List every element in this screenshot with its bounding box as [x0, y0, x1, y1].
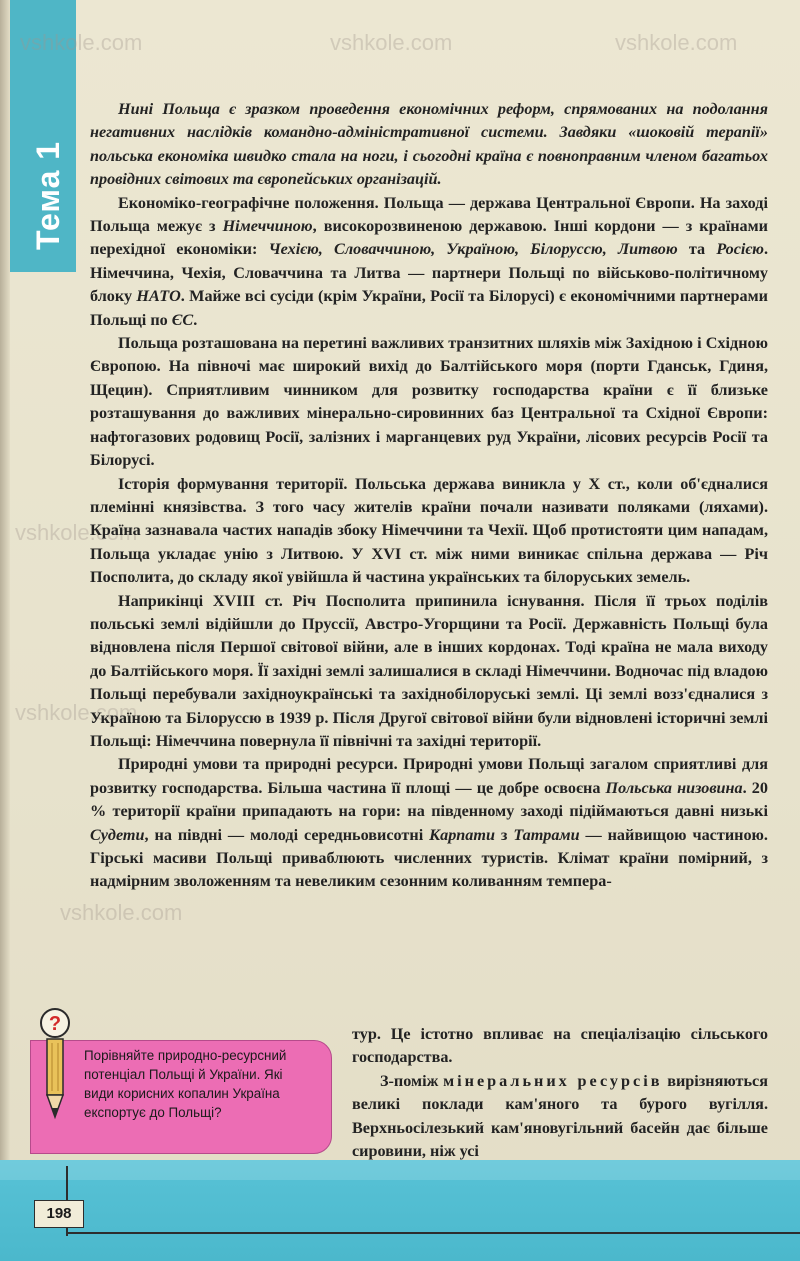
intro-paragraph: Нині Польща є зразком проведення економічних реформ, спрямованих на подолання негативних наслідків командно-адміністративної системи. Завдяки «шоковій терапії» польська економіка швидко стала на ноги, і сьогодні країна є повноправним членом багатьох провідних світових та європейських організацій.: [90, 100, 768, 189]
text-run: Польська держава виникла у X ст., коли об'єдналися племінні князівства. З того часу жителів країни почали називати поляками (ляхами). Країна зазнавала частих нападів збоку Німеччини та Чехії. Щоб протистояти цим нападам, Польща укладає унію з Литвою. У XVI ст. між ними виникає спільна держава — Річ Посполита, до складу якої увійшла й частина українських та білоруських земель.: [90, 474, 769, 587]
section-heading: Природні умови та природні ресурси.: [118, 755, 398, 774]
pencil-question-icon: [30, 1005, 80, 1125]
paragraph-history-2: Наприкінці XVIII ст. Річ Посполита припинила існування. Після її трьох поділів польські землі відійшли до Пруссії, Австро-Угорщини та Росії. Державність Польщі була відновлена після Першої світової війни, але в інших кордонах. Тоді країна не мала виходу до Балтійського моря. Її західні землі залишалися в складі Німеччини. Водночас під владою Польщі перебували західноукраїнські та західнобілоруські землі. Ці землі возз'єдналися з Україною та Білоруссю в 1939 р. Після Другої світової війни були відновлені історичні землі Польщі: Німеччина повернула її північні та західні території.: [90, 591, 768, 750]
term-neighbors: Чехією, Словаччиною, Україною, Білоруссю, Литвою: [268, 240, 678, 259]
term-germany: Німеччиною: [222, 217, 313, 236]
watermark: vshkole.com: [20, 30, 143, 55]
text-run: — найвищою частиною. Гірські масиви Польщі приваблюють численних туристів. Клімат країни помірний, з надмірним зволоженням та невеликим сезонним коливанням темпера-: [90, 825, 768, 891]
text-run: . Німеччина, Чехія, Словаччина та Литва — партнери Польщі по військово-політичному блоку: [90, 240, 768, 306]
term-basin: Верхньосілезький кам'яновугільний басейн: [352, 1118, 680, 1137]
text-run: З-поміж: [380, 1071, 444, 1090]
theme-label: Тема 1: [30, 140, 66, 250]
text-run: з: [494, 825, 514, 844]
section-heading: Історія формування території.: [118, 474, 348, 493]
term-lowland: Польська низовина: [605, 778, 743, 797]
text-run: дає більше сировини, ніж усі: [352, 1118, 768, 1161]
paragraph-nature: [90, 753, 768, 893]
text-run: . 20 % території країни припадають на гори: на південному заході підіймаються давні низькі: [90, 778, 768, 821]
watermark: vshkole.com: [15, 520, 138, 545]
paragraph-nature-end: тур. Це істотно впливає на спеціалізацію сільського господарства.: [352, 1025, 768, 1067]
watermark: vshkole.com: [330, 30, 453, 55]
text-run: . Майже всі сусіди (крім України, Росії та Білорусі) є економічними партнерами Польщі по: [90, 287, 769, 329]
text-run: .: [193, 310, 198, 329]
text-run: Природні умови Польщі загалом сприятливі для розвитку господарства. Більша частина її площі — це добре освоєна: [90, 755, 768, 797]
term-eu: ЄС: [171, 310, 194, 329]
footer-band-highlight: [0, 1160, 800, 1180]
watermark: vshkole.com: [15, 700, 138, 725]
watermark: vshkole.com: [615, 30, 738, 55]
watermark: vshkole.com: [60, 900, 183, 925]
term-sudety: Судети: [90, 825, 145, 844]
paragraph-minerals: [352, 1070, 768, 1164]
text-run: та: [677, 240, 717, 259]
term-russia: Росією: [716, 240, 764, 259]
callout-text: Порівняйте природно-ресурсний потенціал Польщі й України. Які види корисних копалин Україна експортує до Польщі?: [84, 1048, 287, 1120]
text-run: вирізняються великі поклади кам'яного та бурого вугілля.: [352, 1071, 768, 1114]
bottom-rule: [66, 1232, 800, 1234]
binding-shadow: [0, 0, 10, 1261]
page-number: 198: [34, 1200, 84, 1228]
text-run: , на півдні — молоді середньовисотні: [144, 825, 430, 844]
main-text: [90, 98, 768, 894]
paragraph-transit: Польща розташована на перетині важливих транзитних шляхів між Західною і Східною Європою. На півночі має широкий вихід до Балтійського моря (порти Гданськ, Гдиня, Щецин). Сприятливим чинником для розвитку господарства країни є її близьке розташування до важливих мінерально-сировинних баз Центральної та Східної Європи: нафтогазових родовищ Росії, залізних і марганцевих руд України, лісових ресурсів Росії та Білорусі.: [90, 334, 768, 470]
paragraph-location: [90, 192, 768, 332]
text-run: , високорозвиненою державою. Інші кордони — з країнами перехідної економіки:: [90, 217, 769, 259]
narrow-text: [352, 1023, 768, 1163]
term-nato: НАТО: [136, 287, 181, 306]
term-tatry: Татрами: [513, 825, 580, 844]
section-heading: Економіко-географічне положення.: [118, 193, 379, 212]
term-mineral-resources: мінеральних ресурсів: [443, 1071, 663, 1090]
term-karpaty: Карпати: [429, 825, 495, 844]
svg-text:?: ?: [48, 1013, 62, 1035]
text-run: Польща — держава Центральної Європи. На заході Польща межує з: [90, 193, 768, 236]
paragraph-history: [90, 473, 768, 590]
